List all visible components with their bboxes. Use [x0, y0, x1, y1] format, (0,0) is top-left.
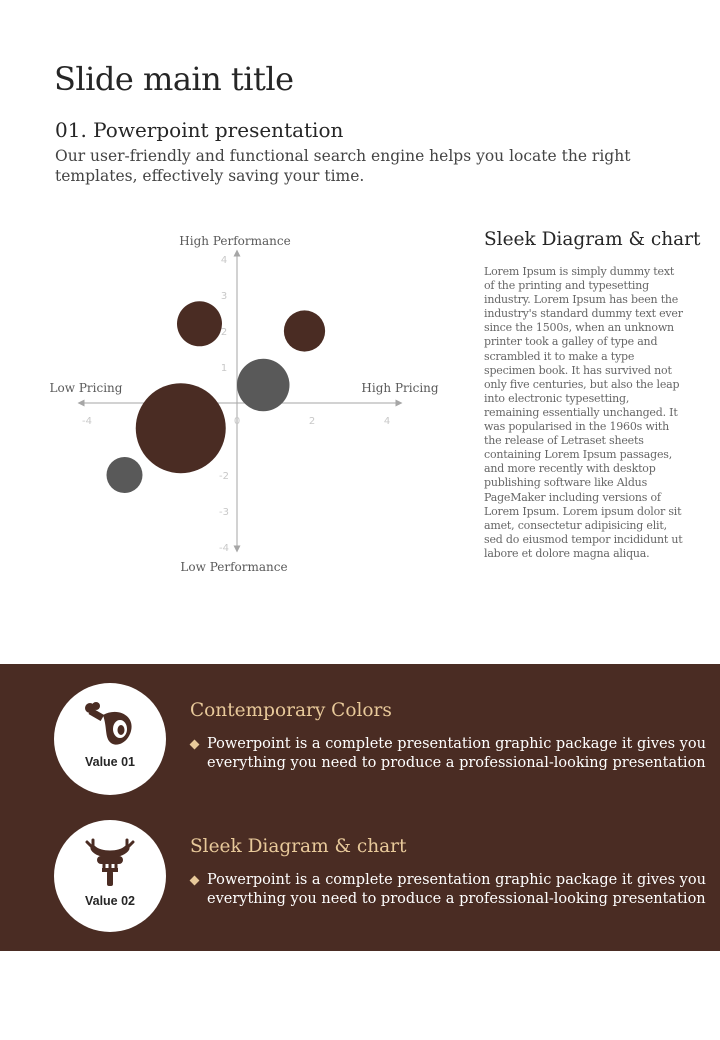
side-title: Sleek Diagram & chart	[484, 229, 701, 250]
y-tick-label: 4	[220, 255, 228, 266]
bubble-point	[107, 457, 143, 493]
value-card-2	[54, 820, 166, 932]
quadrant-label-left: Low Pricing	[49, 381, 123, 395]
x-tick-label: 2	[308, 416, 316, 427]
bubble-chart	[30, 225, 450, 585]
quadrant-label-right: High Pricing	[361, 381, 439, 395]
quadrant-label-top: High Performance	[179, 234, 291, 248]
y-tick-label: -2	[219, 471, 229, 482]
side-body-text: Lorem Ipsum is simply dummy text of the printing and typesetting industry. Lorem Ipsum has been the industry's standard dummy text ever since the 1500s, when an unknown printer took a galley of type and scrambled it to make a type specimen book. It has survived not only five centuries, but also the leap into electronic typesetting, remaining essentially unchanged. It was popularised in the 1960s with the release of Letraset sheets containing Lorem Ipsum passages, and more recently with desktop publishing software like Aldus PageMaker including versions of Lorem Ipsum. Lorem ipsum dolor sit amet, consectetur adipisicing elit, sed do eiusmod tempor incididunt ut labore et dolore magna aliqua.	[484, 265, 683, 560]
x-tick-label: -4	[82, 416, 92, 427]
intro-text: Our user-friendly and functional search engine helps you locate the right templates, effectively saving your time.	[55, 147, 631, 185]
ham-icon	[83, 701, 137, 751]
bubble-point	[136, 383, 226, 473]
y-tick-label: -4	[219, 543, 229, 554]
values-band	[0, 664, 720, 951]
value-label-2: Value 02	[84, 894, 136, 908]
quadrant-label-bottom: Low Performance	[180, 560, 288, 574]
bubble-point	[177, 301, 222, 346]
bullet-icon	[190, 876, 200, 886]
y-tick-label: 2	[220, 327, 228, 338]
feature-title-2: Sleek Diagram & chart	[190, 836, 407, 857]
bullet-icon	[190, 740, 200, 750]
value-card-1	[54, 683, 166, 795]
y-tick-label: 1	[220, 363, 228, 374]
value-label-1: Value 01	[84, 755, 136, 769]
y-tick-label: 3	[220, 291, 228, 302]
x-tick-label: 4	[383, 416, 391, 427]
feature-text-1: Powerpoint is a complete presentation graphic package it gives you everything you need to produce a professional-looking presentation	[207, 736, 706, 771]
bubble-point	[284, 310, 325, 351]
bubble-point	[237, 359, 290, 412]
y-tick-label: -3	[219, 507, 229, 518]
feature-text-2: Powerpoint is a complete presentation graphic package it gives you everything you need to produce a professional-looking presentation	[207, 872, 706, 907]
slide-subtitle: 01. Powerpoint presentation	[55, 118, 344, 142]
sausage-fork-icon	[83, 836, 137, 888]
slide-title: Slide main title	[54, 60, 294, 98]
x-tick-label: 0	[233, 416, 241, 427]
feature-title-1: Contemporary Colors	[190, 700, 392, 721]
